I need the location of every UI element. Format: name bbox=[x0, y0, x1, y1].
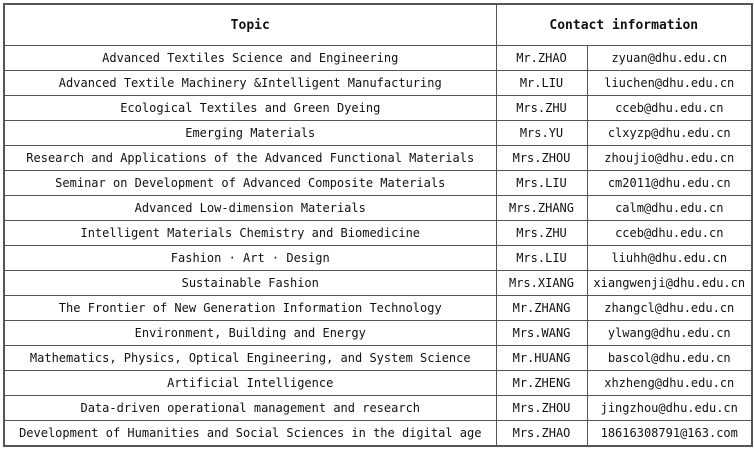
contact-email-cell: ylwang@dhu.edu.cn bbox=[587, 321, 752, 346]
table-row bbox=[4, 296, 752, 321]
contact-email-cell: cceb@dhu.edu.cn bbox=[587, 96, 752, 121]
contact-name-cell: Mr.ZHANG bbox=[496, 296, 587, 321]
contact-name-cell: Mr.ZHENG bbox=[496, 371, 587, 396]
contact-table-container bbox=[3, 3, 753, 447]
table-row bbox=[4, 221, 752, 246]
contact-name-cell: Mrs.ZHOU bbox=[496, 146, 587, 171]
contact-email-cell: xiangwenji@dhu.edu.cn bbox=[587, 271, 752, 296]
topic-cell: Advanced Textile Machinery &Intelligent Manufacturing bbox=[4, 71, 496, 96]
contact-email-cell: liuhh@dhu.edu.cn bbox=[587, 246, 752, 271]
contact-email-cell: calm@dhu.edu.cn bbox=[587, 196, 752, 221]
topic-cell: Intelligent Materials Chemistry and Biomedicine bbox=[4, 221, 496, 246]
topic-cell: Artificial Intelligence bbox=[4, 371, 496, 396]
topic-cell: Emerging Materials bbox=[4, 121, 496, 146]
table-row bbox=[4, 346, 752, 371]
contact-name-cell: Mrs.ZHU bbox=[496, 221, 587, 246]
table-row bbox=[4, 196, 752, 221]
topic-header: Topic bbox=[4, 4, 496, 46]
topic-cell: Research and Applications of the Advanced Functional Materials bbox=[4, 146, 496, 171]
topic-cell: Sustainable Fashion bbox=[4, 271, 496, 296]
table-body bbox=[4, 46, 752, 447]
table-row bbox=[4, 421, 752, 447]
topic-cell: Environment, Building and Energy bbox=[4, 321, 496, 346]
contact-name-cell: Mrs.ZHOU bbox=[496, 396, 587, 421]
contact-name-cell: Mr.LIU bbox=[496, 71, 587, 96]
table-row bbox=[4, 396, 752, 421]
topic-cell: Development of Humanities and Social Sciences in the digital age bbox=[4, 421, 496, 447]
contact-name-cell: Mrs.ZHANG bbox=[496, 196, 587, 221]
contact-email-cell: 18616308791@163.com bbox=[587, 421, 752, 447]
contact-name-cell: Mrs.ZHU bbox=[496, 96, 587, 121]
table-row bbox=[4, 121, 752, 146]
contact-header: Contact information bbox=[496, 4, 752, 46]
table-row bbox=[4, 271, 752, 296]
contact-name-cell: Mrs.YU bbox=[496, 121, 587, 146]
topic-cell: Advanced Low-dimension Materials bbox=[4, 196, 496, 221]
table-row bbox=[4, 96, 752, 121]
table-row bbox=[4, 71, 752, 96]
topic-cell: Ecological Textiles and Green Dyeing bbox=[4, 96, 496, 121]
contact-name-cell: Mr.ZHAO bbox=[496, 46, 587, 71]
topic-cell: Seminar on Development of Advanced Composite Materials bbox=[4, 171, 496, 196]
contact-name-cell: Mrs.LIU bbox=[496, 171, 587, 196]
contact-email-cell: cceb@dhu.edu.cn bbox=[587, 221, 752, 246]
topic-cell: Fashion · Art · Design bbox=[4, 246, 496, 271]
topic-cell: Advanced Textiles Science and Engineering bbox=[4, 46, 496, 71]
topic-cell: Mathematics, Physics, Optical Engineering, and System Science bbox=[4, 346, 496, 371]
table-row bbox=[4, 321, 752, 346]
table-row bbox=[4, 371, 752, 396]
contact-email-cell: zyuan@dhu.edu.cn bbox=[587, 46, 752, 71]
header-row bbox=[4, 4, 752, 46]
contact-name-cell: Mrs.WANG bbox=[496, 321, 587, 346]
contact-email-cell: bascol@dhu.edu.cn bbox=[587, 346, 752, 371]
contact-name-cell: Mrs.LIU bbox=[496, 246, 587, 271]
table-row bbox=[4, 146, 752, 171]
contact-email-cell: zhangcl@dhu.edu.cn bbox=[587, 296, 752, 321]
contact-email-cell: zhoujio@dhu.edu.cn bbox=[587, 146, 752, 171]
table-row bbox=[4, 246, 752, 271]
topic-cell: The Frontier of New Generation Information Technology bbox=[4, 296, 496, 321]
table-row bbox=[4, 46, 752, 71]
contact-email-cell: liuchen@dhu.edu.cn bbox=[587, 71, 752, 96]
table-row bbox=[4, 171, 752, 196]
contact-email-cell: jingzhou@dhu.edu.cn bbox=[587, 396, 752, 421]
contact-email-cell: xhzheng@dhu.edu.cn bbox=[587, 371, 752, 396]
contact-name-cell: Mrs.XIANG bbox=[496, 271, 587, 296]
contact-name-cell: Mrs.ZHAO bbox=[496, 421, 587, 447]
contact-name-cell: Mr.HUANG bbox=[496, 346, 587, 371]
contact-email-cell: cm2011@dhu.edu.cn bbox=[587, 171, 752, 196]
contact-table bbox=[3, 3, 753, 447]
topic-cell: Data-driven operational management and research bbox=[4, 396, 496, 421]
contact-email-cell: clxyzp@dhu.edu.cn bbox=[587, 121, 752, 146]
